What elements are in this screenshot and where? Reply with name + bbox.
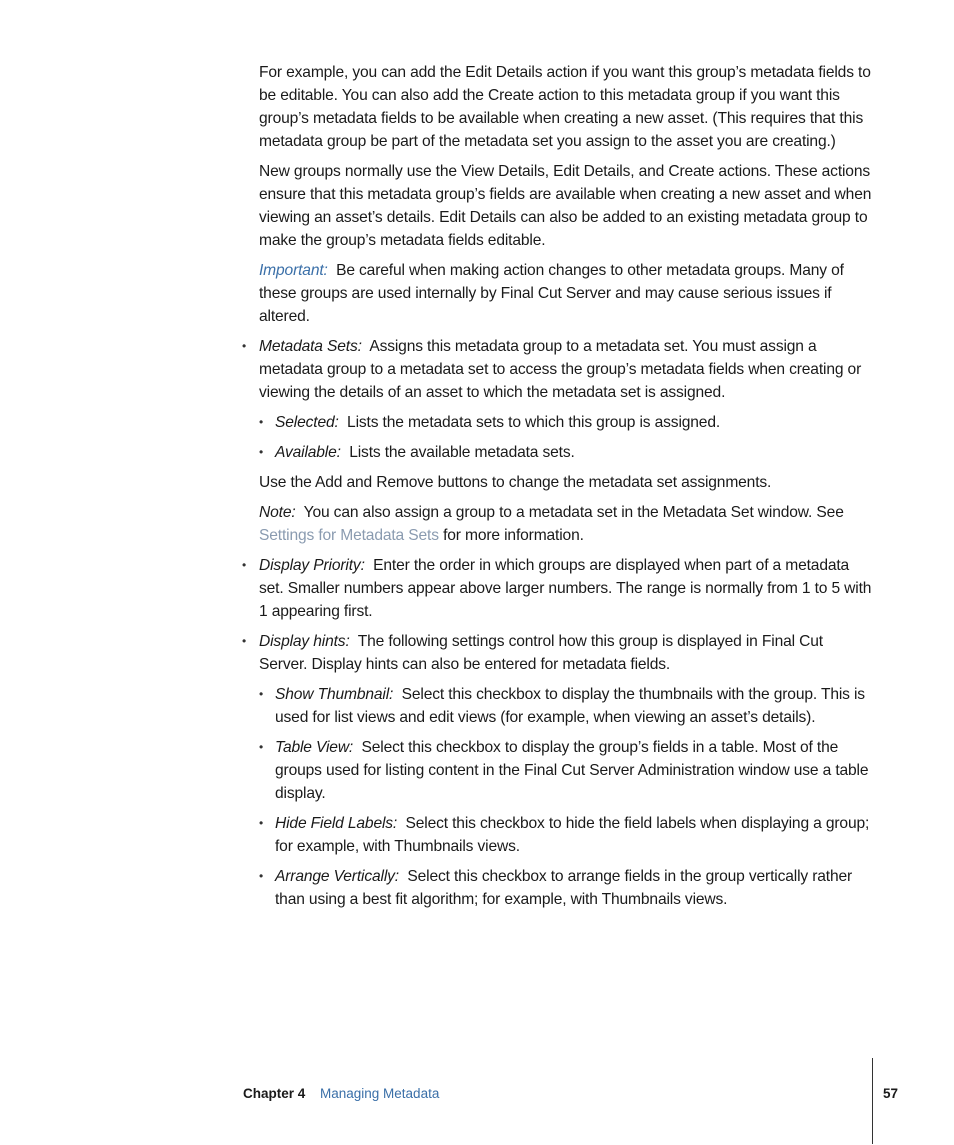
chapter-number: Chapter 4 <box>243 1086 306 1101</box>
paragraph-new-groups: New groups normally use the View Details, Edit Details, and Create actions. These actions ensure that this metadata group’s fields are available when creating a new asset and when viewing an asset’s details. Edit Details can also be added to an existing metadata group to make the group’s metadata fields editable. <box>259 163 872 249</box>
important-text: Be careful when making action changes to other metadata groups. Many of these groups are used internally by Final Cut Server and may cause serious issues if altered. <box>259 262 844 325</box>
document-body <box>259 61 875 918</box>
footer-divider <box>872 1058 873 1144</box>
settings-for-metadata-sets-link[interactable]: Settings for Metadata Sets <box>259 527 439 544</box>
bullet-show-thumbnail <box>275 683 875 729</box>
page-number: 57 <box>883 1086 899 1101</box>
note-text: You can also assign a group to a metadata set in the Metadata Set window. See <box>303 504 844 521</box>
display-priority-text: Enter the order in which groups are displayed when part of a metadata set. Smaller numbers appear above larger numbers. The range is normally from 1 to 5 with 1 appearing first. <box>259 557 872 620</box>
show-thumbnail-label: Show Thumbnail: <box>275 686 394 703</box>
available-label: Available: <box>275 444 341 461</box>
arrange-vertically-label: Arrange Vertically: <box>275 868 399 885</box>
display-priority-label: Display Priority: <box>259 557 365 574</box>
display-hints-text: The following settings control how this group is displayed in Final Cut Server. Display hints can also be entered for metadata fields. <box>259 633 823 673</box>
bullet-hide-field-labels <box>275 812 875 858</box>
important-note <box>259 259 875 328</box>
important-label: Important: <box>259 262 328 279</box>
bullet-metadata-sets <box>259 335 875 404</box>
note-tail: for more information. <box>443 527 584 544</box>
page-footer <box>0 1086 954 1126</box>
paragraph-add-remove: Use the Add and Remove buttons to change the metadata set assignments. <box>259 474 772 491</box>
display-hints-label: Display hints: <box>259 633 350 650</box>
metadata-sets-label: Metadata Sets: <box>259 338 362 355</box>
show-thumbnail-text: Select this checkbox to display the thumbnails with the group. This is used for list views and edit views (for example, when viewing an asset’s details). <box>275 686 865 726</box>
hide-field-labels-label: Hide Field Labels: <box>275 815 398 832</box>
selected-text: Lists the metadata sets to which this group is assigned. <box>347 414 721 431</box>
table-view-label: Table View: <box>275 739 354 756</box>
bullet-display-priority <box>259 554 875 623</box>
available-text: Lists the available metadata sets. <box>349 444 575 461</box>
note-paragraph <box>259 501 875 547</box>
arrange-vertically-text: Select this checkbox to arrange fields in the group vertically rather than using a best fit algorithm; for example, with Thumbnails views. <box>275 868 853 908</box>
bullet-table-view <box>275 736 875 805</box>
hide-field-labels-text: Select this checkbox to hide the field labels when displaying a group; for example, with Thumbnails views. <box>275 815 870 855</box>
bullet-arrange-vertically <box>275 865 875 911</box>
bullet-display-hints <box>259 630 875 676</box>
table-view-text: Select this checkbox to display the group’s fields in a table. Most of the groups used for listing content in the Final Cut Server Administration window use a table display. <box>275 739 869 802</box>
selected-label: Selected: <box>275 414 339 431</box>
chapter-title-link[interactable]: Managing Metadata <box>320 1086 440 1101</box>
paragraph-edit-details: For example, you can add the Edit Details action if you want this group’s metadata fields to be editable. You can also add the Create action to this metadata group if you want this group’s metadata fields to be available when creating a new asset. (This requires that this metadata group be part of the metadata set you assign to the asset you are creating.) <box>259 64 871 150</box>
metadata-sets-text: Assigns this metadata group to a metadata set. You must assign a metadata group to a metadata set to access the group’s metadata fields when creating or viewing the details of an asset to which the metadata set is assigned. <box>259 338 862 401</box>
bullet-selected <box>275 411 875 434</box>
bullet-available <box>275 441 875 464</box>
note-label: Note: <box>259 504 296 521</box>
